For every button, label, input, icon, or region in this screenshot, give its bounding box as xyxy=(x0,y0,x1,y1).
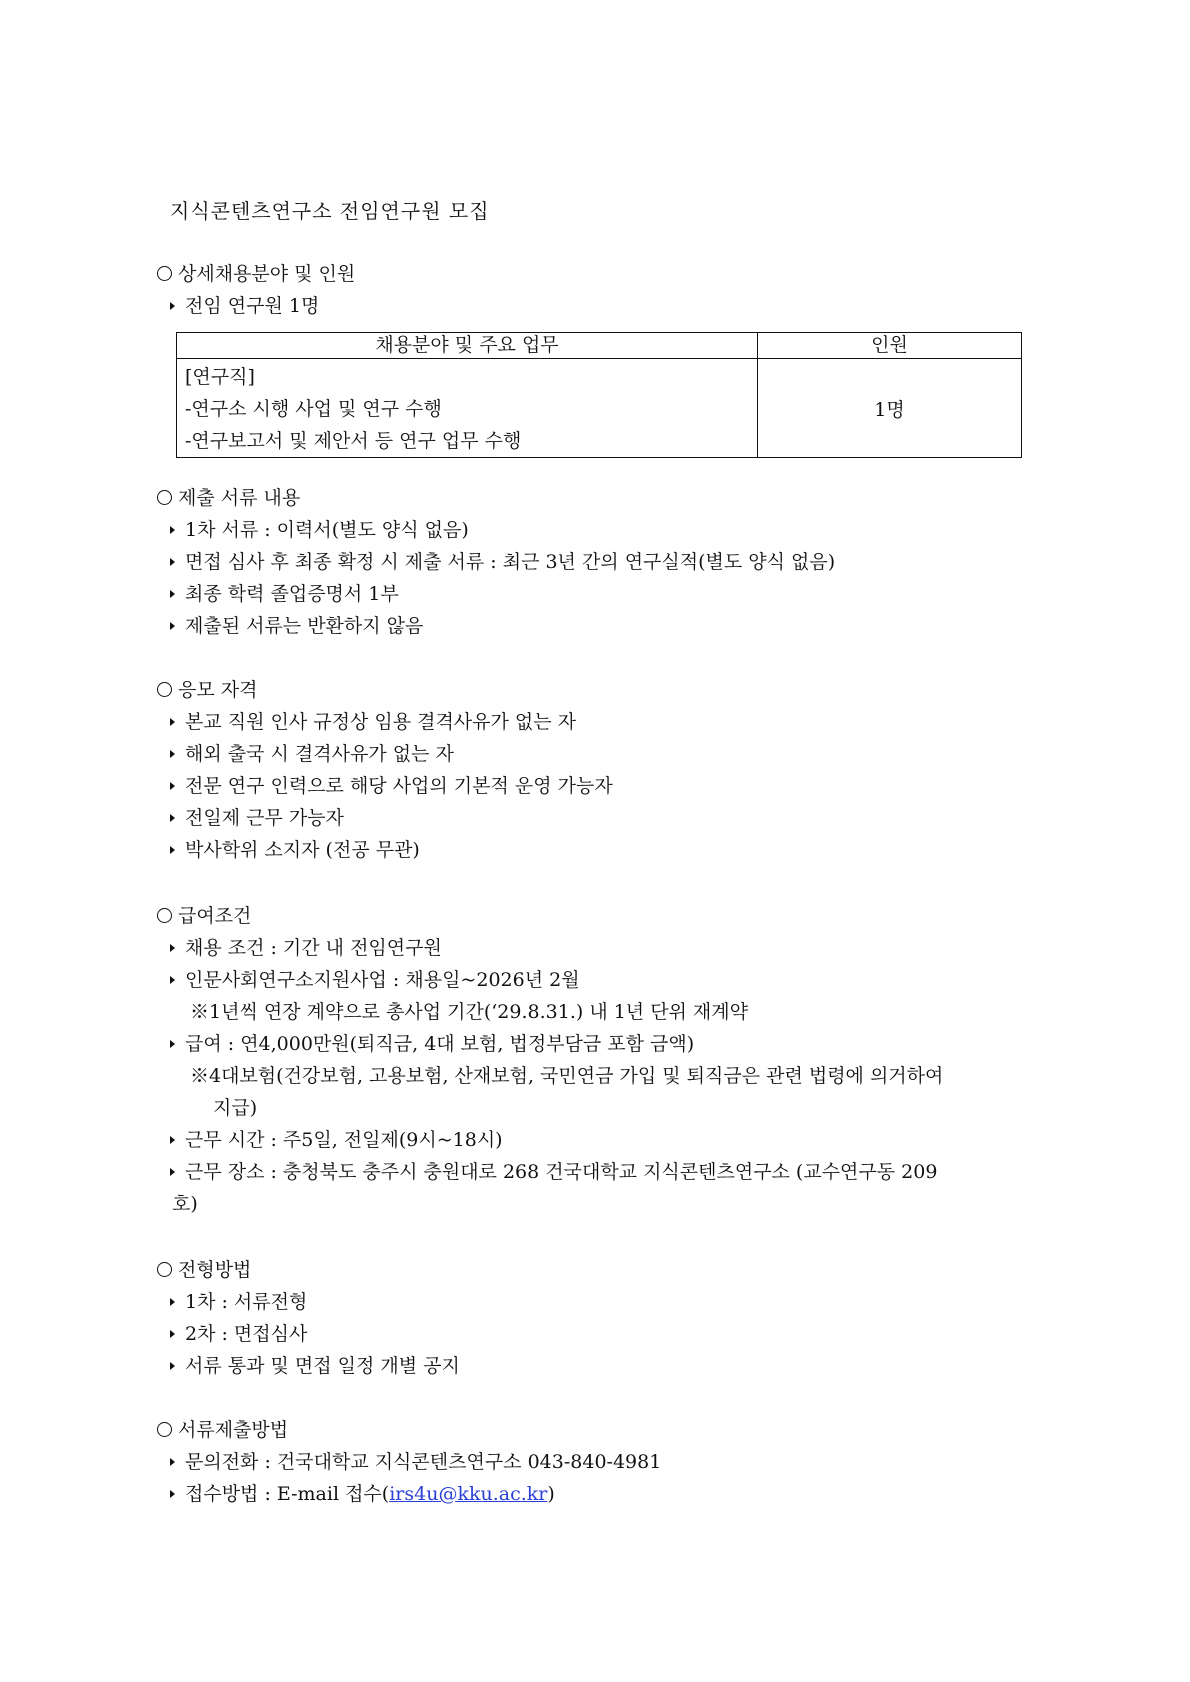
list-item: 채용 조건 : 기간 내 전임연구원 xyxy=(157,932,1037,964)
list-item: 제출된 서류는 반환하지 않음 xyxy=(157,610,1037,642)
list-item-continued: 호) xyxy=(172,1193,198,1215)
duty-line: [연구직] xyxy=(185,366,255,388)
list-item: 2차 : 면접심사 xyxy=(157,1318,1037,1350)
table-header-duty: 채용분야 및 주요 업무 xyxy=(177,333,758,359)
list-item: 본교 직원 인사 규정상 임용 결격사유가 없는 자 xyxy=(157,706,1037,738)
triangle-bullet-icon xyxy=(170,1362,175,1370)
duty-line: -연구소 시행 사업 및 연구 수행 xyxy=(185,398,442,420)
triangle-bullet-icon xyxy=(170,558,175,566)
recruitment-table xyxy=(176,332,1022,458)
triangle-bullet-icon xyxy=(170,814,175,822)
section-heading: 서류제출방법 xyxy=(157,1414,1037,1446)
triangle-bullet-icon xyxy=(170,1168,175,1176)
circle-bullet-icon xyxy=(157,1262,172,1277)
circle-bullet-icon xyxy=(157,908,172,923)
circle-bullet-icon xyxy=(157,266,172,281)
note-text: ※1년씩 연장 계약으로 총사업 기간(‘29.8.31.) 내 1년 단위 재계약 xyxy=(190,1001,748,1023)
section-qualifications xyxy=(157,674,1037,866)
list-item: 전일제 근무 가능자 xyxy=(157,802,1037,834)
circle-bullet-icon xyxy=(157,682,172,697)
circle-bullet-icon xyxy=(157,490,172,505)
list-item: 급여 : 연4,000만원(퇴직금, 4대 보험, 법정부담금 포함 금액) xyxy=(157,1028,1037,1060)
triangle-bullet-icon xyxy=(170,944,175,952)
section-heading: 전형방법 xyxy=(157,1254,1037,1286)
section-documents xyxy=(157,482,1037,642)
triangle-bullet-icon xyxy=(170,1298,175,1306)
list-item: 해외 출국 시 결격사유가 없는 자 xyxy=(157,738,1037,770)
triangle-bullet-icon xyxy=(170,976,175,984)
document-title: 지식콘텐츠연구소 전임연구원 모집 xyxy=(170,199,490,223)
list-item: 접수방법 : E-mail 접수(irs4u@kku.ac.kr) xyxy=(157,1478,1037,1510)
triangle-bullet-icon xyxy=(170,302,175,310)
list-item: 문의전화 : 건국대학교 지식콘텐츠연구소 043-840-4981 xyxy=(157,1446,1037,1478)
list-item: 근무 시간 : 주5일, 전일제(9시~18시) xyxy=(157,1124,1037,1156)
table-cell-count: 1명 xyxy=(758,359,1022,458)
note-text-continued: 지급) xyxy=(213,1097,258,1119)
list-item: 전문 연구 인력으로 해당 사업의 기본적 운영 가능자 xyxy=(157,770,1037,802)
list-item: 면접 심사 후 최종 확정 시 제출 서류 : 최근 3년 간의 연구실적(별도 양식 없음) xyxy=(157,546,1037,578)
list-item: 박사학위 소지자 (전공 무관) xyxy=(157,834,1037,866)
section-selection xyxy=(157,1254,1037,1382)
section-heading: 제출 서류 내용 xyxy=(157,482,1037,514)
triangle-bullet-icon xyxy=(170,622,175,630)
list-item: 서류 통과 및 면접 일정 개별 공지 xyxy=(157,1350,1037,1382)
triangle-bullet-icon xyxy=(170,526,175,534)
section-salary xyxy=(157,900,1037,1220)
section-heading: 급여조건 xyxy=(157,900,1037,932)
duty-line: -연구보고서 및 제안서 등 연구 업무 수행 xyxy=(185,430,522,452)
triangle-bullet-icon xyxy=(170,1458,175,1466)
section-submission xyxy=(157,1414,1037,1510)
table-row xyxy=(177,359,1022,458)
table-cell-duties xyxy=(177,359,758,458)
email-link[interactable]: irs4u@kku.ac.kr xyxy=(389,1483,548,1505)
list-item: 1차 서류 : 이력서(별도 양식 없음) xyxy=(157,514,1037,546)
list-item: 최종 학력 졸업증명서 1부 xyxy=(157,578,1037,610)
triangle-bullet-icon xyxy=(170,1136,175,1144)
triangle-bullet-icon xyxy=(170,782,175,790)
section-heading: 응모 자격 xyxy=(157,674,1037,706)
triangle-bullet-icon xyxy=(170,1490,175,1498)
circle-bullet-icon xyxy=(157,1422,172,1437)
triangle-bullet-icon xyxy=(170,750,175,758)
triangle-bullet-icon xyxy=(170,718,175,726)
section-recruitment-field xyxy=(157,258,1037,322)
triangle-bullet-icon xyxy=(170,1330,175,1338)
table-header-row xyxy=(177,333,1022,359)
triangle-bullet-icon xyxy=(170,1040,175,1048)
list-item: 1차 : 서류전형 xyxy=(157,1286,1037,1318)
list-item: 근무 장소 : 충청북도 충주시 충원대로 268 건국대학교 지식콘텐츠연구소 (교수연구동 209 xyxy=(157,1156,1037,1188)
triangle-bullet-icon xyxy=(170,846,175,854)
note-text: ※4대보험(건강보험, 고용보험, 산재보험, 국민연금 가입 및 퇴직금은 관련 법령에 의거하여 xyxy=(190,1065,944,1087)
section-heading: 상세채용분야 및 인원 xyxy=(157,258,1037,290)
list-item: 전임 연구원 1명 xyxy=(157,290,1037,322)
table-header-count: 인원 xyxy=(758,333,1022,359)
list-item: 인문사회연구소지원사업 : 채용일~2026년 2월 xyxy=(157,964,1037,996)
triangle-bullet-icon xyxy=(170,590,175,598)
